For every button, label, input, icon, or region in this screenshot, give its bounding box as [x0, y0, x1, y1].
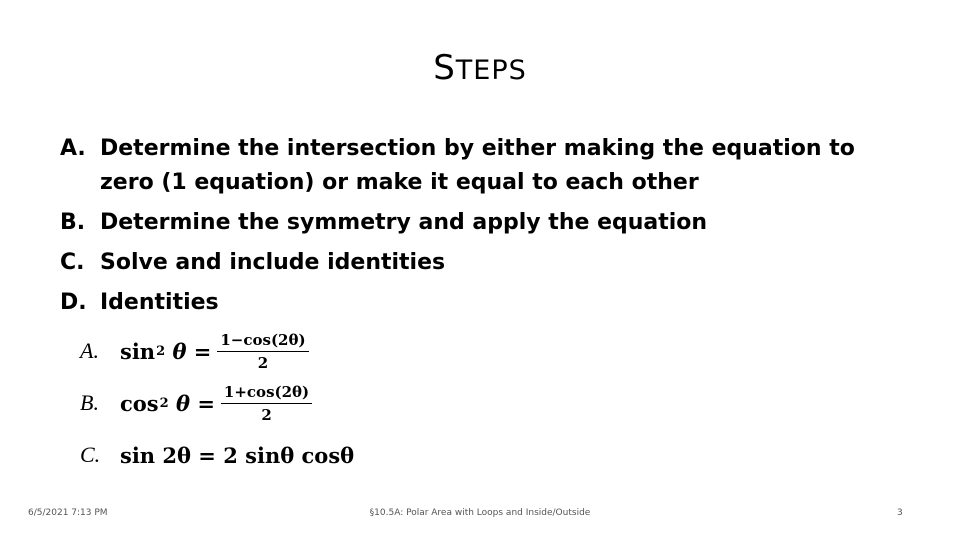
step-a — [60, 132, 900, 200]
fraction-numerator: 1−cos(2θ) — [217, 331, 308, 352]
identity-formula — [120, 331, 309, 372]
identity-fraction — [217, 331, 308, 372]
step-d — [60, 286, 900, 320]
step-marker: B. — [60, 210, 86, 235]
identity-function: sin — [120, 338, 156, 364]
steps-list — [60, 132, 900, 326]
fraction-denominator: 2 — [257, 353, 269, 372]
identity-equals: = — [193, 338, 212, 364]
step-text: Determine the symmetry and apply the equation — [100, 210, 708, 235]
step-b — [60, 206, 900, 240]
step-text: Determine the intersection by either making the equation to zero (1 equation) or make it equal to each other — [100, 136, 855, 195]
footer-date: 6/5/2021 7:13 PM — [28, 508, 108, 518]
step-marker: D. — [60, 290, 87, 315]
identity-formula: sin 2θ = 2 sinθ cosθ — [120, 442, 355, 468]
step-text: Identities — [100, 290, 219, 315]
footer-subject: §10.5A: Polar Area with Loops and Inside/Outside — [369, 508, 591, 518]
identity-variable: θ — [175, 390, 190, 416]
fraction-numerator: 1+cos(2θ) — [221, 383, 312, 404]
step-c — [60, 246, 900, 280]
identity-equals: = — [197, 390, 215, 416]
identities-list — [80, 325, 354, 481]
step-text: Solve and include identities — [100, 250, 446, 275]
identity-double-angle — [80, 429, 354, 481]
step-marker: A. — [60, 136, 86, 161]
identity-marker: B. — [80, 390, 99, 415]
slide-title-first-letter: S — [433, 48, 456, 88]
slide-title-rest: TEPS — [455, 55, 527, 86]
identity-variable: θ — [172, 338, 187, 364]
identity-exponent: 2 — [159, 395, 169, 411]
step-marker: C. — [60, 250, 85, 275]
footer-page-number: 3 — [897, 508, 903, 518]
fraction-denominator: 2 — [261, 405, 272, 424]
identity-function: cos — [120, 390, 159, 416]
identity-sin-squared — [80, 325, 354, 377]
identity-exponent: 2 — [156, 343, 166, 359]
slide-title — [0, 48, 960, 88]
identity-fraction — [221, 383, 312, 424]
identity-cos-squared — [80, 377, 354, 429]
identity-marker: A. — [80, 338, 99, 363]
identity-marker: C. — [80, 442, 101, 467]
identity-formula — [120, 383, 312, 424]
